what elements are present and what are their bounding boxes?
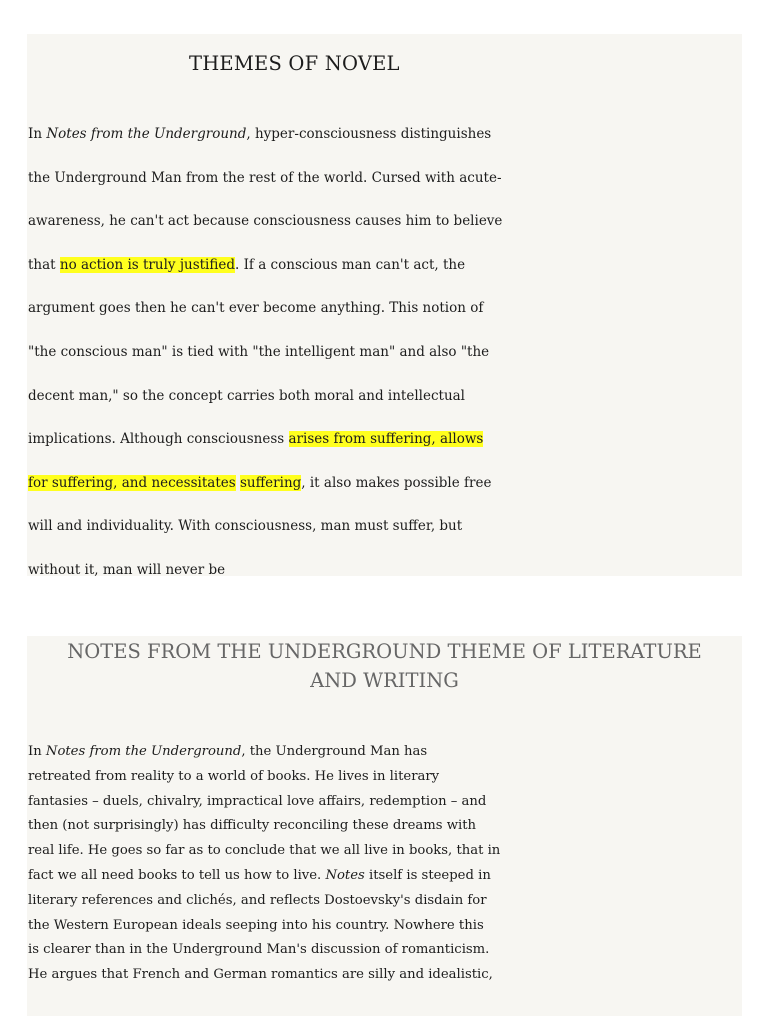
text-line: awareness, he can't act because consciousness causes him to believe bbox=[28, 213, 503, 230]
text-line: implications. Although consciousness arises from suffering, allows bbox=[28, 431, 484, 448]
text-line: without it, man will never be bbox=[28, 561, 226, 578]
text-line: the Underground Man from the rest of the world. Cursed with acute- bbox=[28, 169, 502, 186]
text-line: is clearer than in the Underground Man's discussion of romanticism. bbox=[28, 942, 490, 958]
highlighted-text: suffering bbox=[239, 474, 302, 491]
text-line: fantasies – duels, chivalry, impractical love affairs, redemption – and bbox=[28, 793, 487, 809]
section-paragraph bbox=[28, 740, 742, 988]
text-line: will and individuality. With consciousness, man must suffer, but bbox=[28, 518, 463, 535]
text-line: that no action is truly justified. If a conscious man can't act, the bbox=[28, 256, 466, 273]
highlighted-text: no action is truly justified bbox=[59, 256, 236, 273]
text-line: argument goes then he can't ever become anything. This notion of bbox=[28, 300, 484, 317]
themes-section bbox=[27, 34, 742, 576]
section-title: THEMES OF NOVEL bbox=[189, 52, 400, 75]
text-line: real life. He goes so far as to conclude that we all live in books, that in bbox=[28, 843, 501, 859]
text-line: the Western European ideals seeping into his country. Nowhere this bbox=[28, 917, 484, 933]
text-line: literary references and clichés, and reflects Dostoevsky's disdain for bbox=[28, 892, 487, 908]
literature-theme-section bbox=[27, 636, 742, 1016]
highlighted-text: for suffering, and necessitates bbox=[28, 474, 236, 491]
text-line: fact we all need books to tell us how to live. Notes itself is steeped in bbox=[28, 867, 491, 883]
text-line: then (not surprisingly) has difficulty reconciling these dreams with bbox=[28, 818, 477, 834]
text-line: for suffering, and necessitates suffering, it also makes possible free bbox=[28, 474, 492, 491]
section-paragraph bbox=[28, 113, 742, 593]
text-line: He argues that French and German romantics are silly and idealistic, bbox=[28, 967, 493, 983]
text-line: retreated from reality to a world of books. He lives in literary bbox=[28, 768, 440, 784]
text-line: "the conscious man" is tied with "the intelligent man" and also "the bbox=[28, 343, 490, 360]
section-title: NOTES FROM THE UNDERGROUND THEME OF LITERATURE AND WRITING bbox=[67, 640, 702, 692]
text-line: In Notes from the Underground, the Underground Man has bbox=[28, 744, 428, 759]
text-line: In Notes from the Underground, hyper-consciousness distinguishes bbox=[28, 126, 492, 142]
text-line: decent man," so the concept carries both moral and intellectual bbox=[28, 387, 466, 404]
highlighted-text: arises from suffering, allows bbox=[288, 431, 484, 448]
